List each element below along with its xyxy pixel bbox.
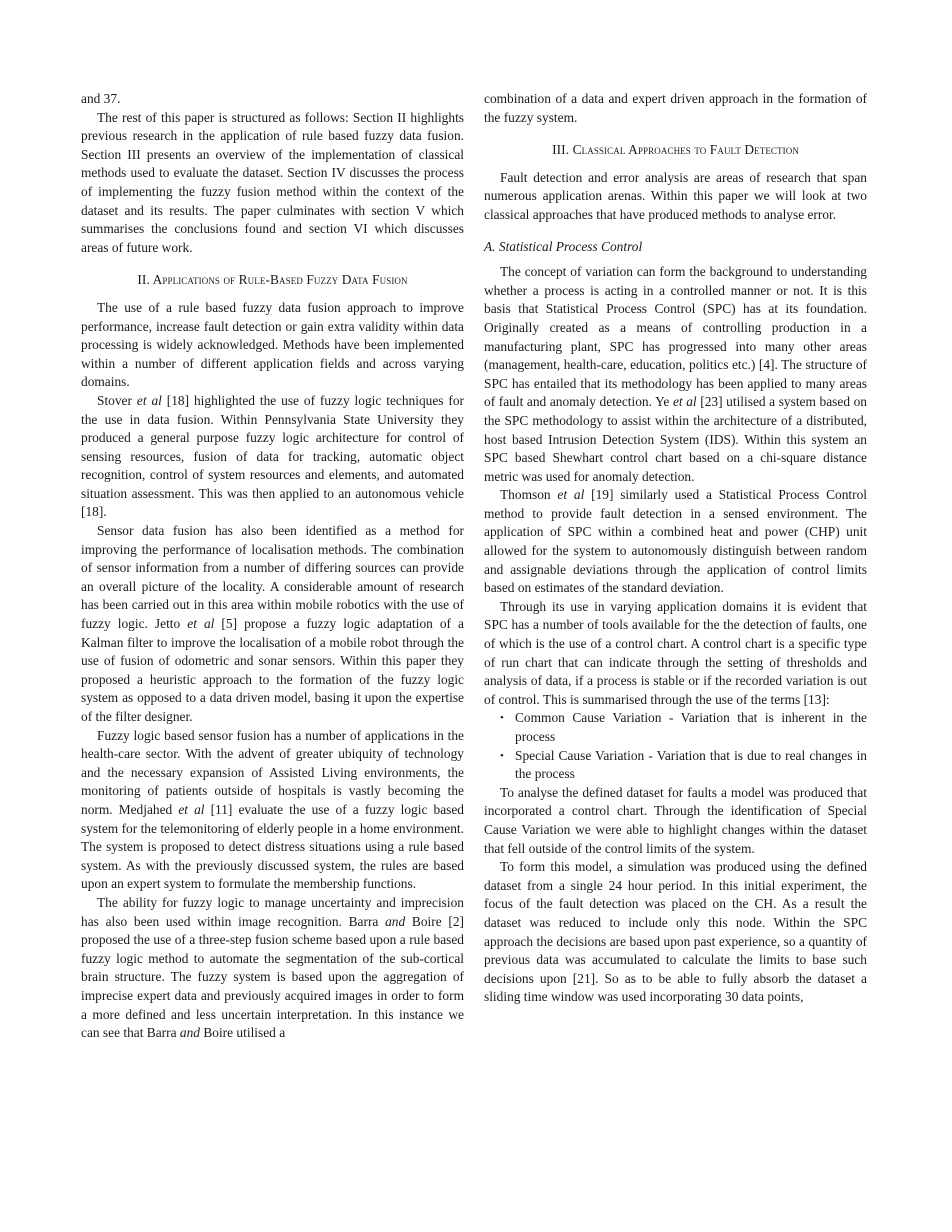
text-run: Boire utilised a: [199, 1025, 286, 1041]
list-item-common-cause: • Common Cause Variation - Variation that is inherent in the process: [515, 709, 867, 746]
text-run: [23] utilised a system based on the SPC methodology to assist within the architecture of a distributed, host based Intrusion Detection System (IDS). Within this system an SPC based Shewhart control chart based on a chi-square distance metric was used for anomaly detection.: [484, 394, 868, 484]
paragraph-structure: The rest of this paper is structured as follows: Section II highlights previous research in the application of rule based fuzzy data fusion. Section III presents an overview of the implementation of classical methods used to evaluate the dataset. Section IV discusses the process of implementing the fuzzy fusion method within the context of the dataset and its results. The paper culminates with section V which summarises the conclusions found and section VI which discusses areas of future work.: [81, 109, 464, 255]
text-run: The concept of variation can form the background to understanding whether a process is acting in a controlled manner or not. It is this basis that Statistical Process Control (SPC) has at its foundation. Originally created as a means of controlling production in a manufacturing plant, SPC has progressed into many other areas (management, health-care, education, politics etc.) [4]. The structure of SPC has entailed that its methodology has been applied to many areas of fault and anomaly detection. Ye: [484, 264, 867, 410]
text-run: Thomson: [500, 487, 558, 503]
and-italic: and: [385, 913, 406, 929]
variation-list: [484, 709, 867, 783]
text-run: Fuzzy logic based sensor fusion has a number of applications in the health-care sector. With the advent of greater ubiquity of technology and the necessary expansion of Assisted Living environments, the monitoring of patients outside of hospitals is vastly becoming the norm. Medjahed: [81, 727, 464, 817]
text-run: [18] highlighted the use of fuzzy logic techniques for the use in data fusion. Within Pennsylvania State University they produced a general purpose fuzzy logic architecture for control of sensing resources, fusion of data for tracking, automatic object recognition, control of system resources and elements, and automated situation assessment. This was then applied to an autonomous vehicle [18].: [81, 392, 465, 520]
et-al-italic: et al: [672, 394, 697, 410]
paragraph-image-recognition: [81, 894, 464, 1043]
right-column: [484, 90, 867, 1007]
left-column: [81, 90, 464, 1043]
paragraph-fault-detection-intro: Fault detection and error analysis are areas of research that span numerous application arenas. Within this paper we will look at two classical approaches that have produced methods to analyse error.: [484, 169, 867, 222]
and-italic: and: [179, 1025, 200, 1041]
list-item-special-cause: • Special Cause Variation - Variation that is due to real changes in the process: [515, 747, 867, 784]
paragraph-health-care: [81, 727, 464, 894]
text-run: Stover: [97, 392, 137, 408]
text-run: Sensor data fusion has also been identified as a method for improving the performance of localisation methods. The combination of sensor information from a number of differing sources can provide an overall picture of the locality. A considerable amount of research has been carried out in this area within mobile robotics with the use of fuzzy logic. Jetto: [81, 523, 464, 632]
et-al-italic: et al: [557, 487, 585, 503]
paragraph-model: To analyse the defined dataset for faults a model was produced that incorporated a control chart. Through the identification of Special Cause Variation we were able to highlight changes within the dataset that fell outside of the control limits of the system.: [484, 784, 867, 856]
subsection-heading-a: A. Statistical Process Control: [484, 238, 643, 254]
paragraph-sensor-fusion: [81, 522, 464, 727]
paragraph-control-chart: Through its use in varying application domains it is evident that SPC has a number of tools available for the the detection of faults, one of which is the use of a control chart. A control chart is a specific type of run chart that can indicate through the setting of thresholds and analysis of data, if a process is stable or if the recorded variation is out of control. This is summarised through the use of the terms [13]:: [484, 598, 867, 707]
paragraph-continuation: combination of a data and expert driven approach in the formation of the fuzzy system.: [484, 91, 867, 125]
section-heading-ii: II. Applications of Rule-Based Fuzzy Data Fusion: [137, 272, 408, 288]
text-run: The ability for fuzzy logic to manage uncertainty and imprecision has also been used within image recognition. Barra: [81, 894, 464, 929]
section-heading-iii: III. Classical Approaches to Fault Detection: [552, 142, 799, 158]
et-al-italic: et al: [178, 801, 205, 817]
paragraph-simulation: To form this model, a simulation was produced using the defined dataset from a single 24 hour period. In this initial experiment, the focus of the fault detection was placed on the CH. As a result the dataset was reduced to include only this node. Within the SPC approach the decisions are based upon past experience, so a quantity of previous data was accumulated to calculate the limits to base such decisions upon [21]. So as to be able to fully absorb the dataset a sliding time window was used incorporating 30 data points,: [484, 859, 867, 1005]
paragraph-rule-based-fusion: The use of a rule based fuzzy data fusion approach to improve performance, increase fault detection or gain extra validity within data processing is widely acknowledged. Methods have been implemented within a number of different application fields and across varying domains.: [81, 299, 464, 390]
text-run: [11] evaluate the use of a fuzzy logic based system for the telemonitoring of elderly people in a home environment. The system is proposed to detect distress situations using a rule based system. As with the previously discussed system, the rules are based upon an expert system to formulate the membership functions.: [81, 801, 464, 892]
et-al-italic: et al: [187, 616, 215, 632]
paragraph-continuation: and 37.: [81, 91, 121, 106]
text-run: Boire [2] proposed the use of a three-step fusion scheme based upon a rule based fuzzy logic method to automate the segmentation of the sub-cortical brain structure. The fuzzy system is based upon the aggregation of imprecise expert data and previously acquired images in order to form a more defined and less uncertain interpretation. In this instance we can see that Barra: [81, 913, 464, 1041]
paragraph-thomson: [484, 486, 867, 598]
text-run: [19] similarly used a Statistical Process Control method to provide fault detection in a sensed environment. The application of SPC within a combined heat and power (CHP) unit allowed for the system to autonomously distinguish between random and assignable deviations through the application of control limits based on estimates of the standard deviation.: [484, 487, 867, 596]
et-al-italic: et al: [136, 392, 162, 408]
paragraph-spc-concept: [484, 263, 867, 486]
paragraph-stover: [81, 392, 464, 522]
text-run: [5] propose a fuzzy logic adaptation of a Kalman filter to improve the localisation of a mobile robot through the use of fusion of odometric and sonar sensors. Within this paper they proposed a heuristic approach to the formation of the fuzzy logic system as opposed to a data driven model, basing it upon the expertise of the filter designer.: [81, 616, 464, 724]
